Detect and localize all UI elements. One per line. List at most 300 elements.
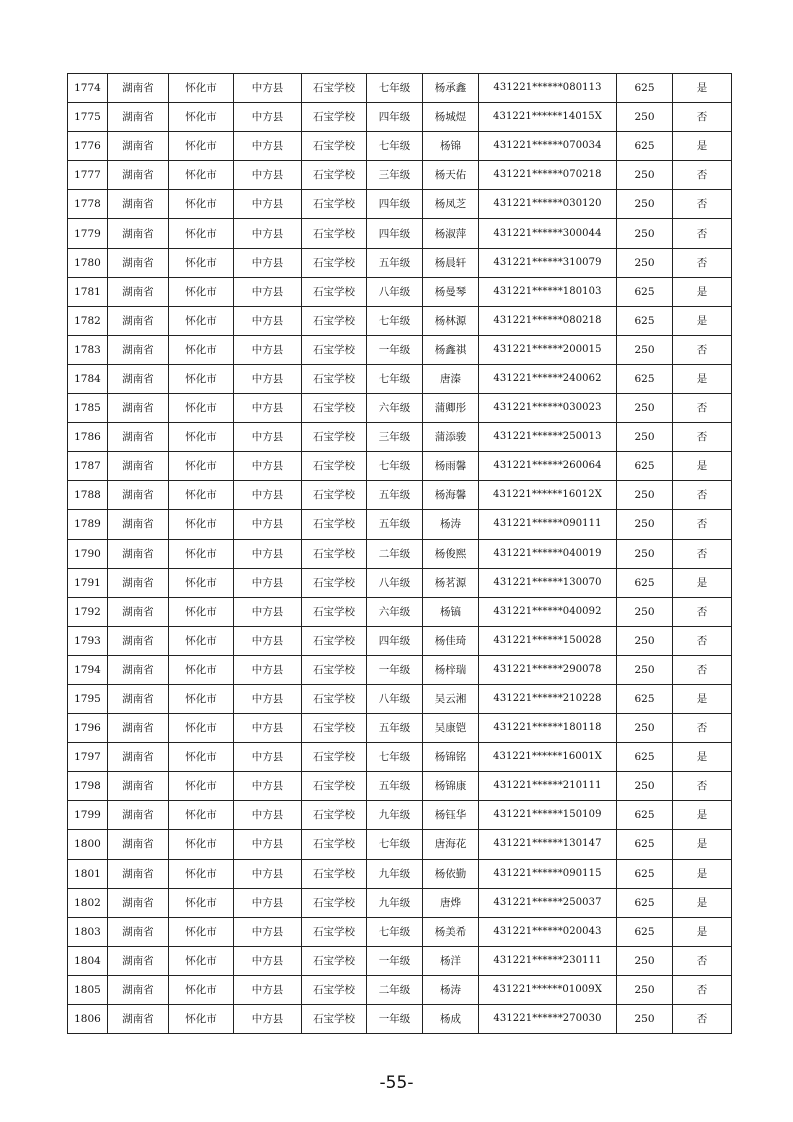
cell-student-name: 杨涛 xyxy=(423,975,479,1004)
cell-amount: 625 xyxy=(617,743,673,772)
cell-county: 中方县 xyxy=(234,859,302,888)
table-row xyxy=(68,772,732,801)
cell-county: 中方县 xyxy=(234,219,302,248)
cell-grade: 八年级 xyxy=(367,277,423,306)
cell-amount: 625 xyxy=(617,306,673,335)
cell-id-number: 431221******080113 xyxy=(479,74,617,103)
cell-city: 怀化市 xyxy=(169,859,234,888)
cell-province: 湖南省 xyxy=(108,975,169,1004)
cell-province: 湖南省 xyxy=(108,655,169,684)
cell-grade: 二年级 xyxy=(367,539,423,568)
cell-flag: 否 xyxy=(673,190,732,219)
cell-student-name: 杨林源 xyxy=(423,306,479,335)
cell-grade: 七年级 xyxy=(367,452,423,481)
cell-row-number: 1806 xyxy=(68,1005,108,1034)
cell-province: 湖南省 xyxy=(108,626,169,655)
cell-province: 湖南省 xyxy=(108,801,169,830)
cell-province: 湖南省 xyxy=(108,859,169,888)
cell-city: 怀化市 xyxy=(169,481,234,510)
cell-id-number: 431221******200015 xyxy=(479,335,617,364)
table-row xyxy=(68,248,732,277)
cell-school: 石宝学校 xyxy=(302,684,367,713)
cell-grade: 七年级 xyxy=(367,830,423,859)
cell-flag: 是 xyxy=(673,830,732,859)
cell-flag: 否 xyxy=(673,597,732,626)
cell-flag: 否 xyxy=(673,248,732,277)
cell-row-number: 1794 xyxy=(68,655,108,684)
cell-flag: 是 xyxy=(673,132,732,161)
cell-school: 石宝学校 xyxy=(302,1005,367,1034)
cell-school: 石宝学校 xyxy=(302,481,367,510)
cell-student-name: 杨锦康 xyxy=(423,772,479,801)
cell-amount: 250 xyxy=(617,161,673,190)
cell-county: 中方县 xyxy=(234,888,302,917)
cell-amount: 250 xyxy=(617,539,673,568)
cell-school: 石宝学校 xyxy=(302,423,367,452)
cell-grade: 九年级 xyxy=(367,888,423,917)
cell-flag: 是 xyxy=(673,277,732,306)
table-row xyxy=(68,888,732,917)
cell-amount: 625 xyxy=(617,917,673,946)
cell-row-number: 1802 xyxy=(68,888,108,917)
cell-county: 中方县 xyxy=(234,423,302,452)
cell-student-name: 杨淑萍 xyxy=(423,219,479,248)
cell-id-number: 431221******240062 xyxy=(479,364,617,393)
cell-city: 怀化市 xyxy=(169,539,234,568)
cell-city: 怀化市 xyxy=(169,684,234,713)
cell-grade: 九年级 xyxy=(367,801,423,830)
cell-amount: 625 xyxy=(617,830,673,859)
cell-county: 中方县 xyxy=(234,655,302,684)
cell-student-name: 唐烨 xyxy=(423,888,479,917)
page-number: -55- xyxy=(379,1073,414,1093)
cell-row-number: 1792 xyxy=(68,597,108,626)
cell-city: 怀化市 xyxy=(169,277,234,306)
cell-city: 怀化市 xyxy=(169,743,234,772)
table-row xyxy=(68,859,732,888)
cell-row-number: 1778 xyxy=(68,190,108,219)
cell-amount: 625 xyxy=(617,132,673,161)
cell-school: 石宝学校 xyxy=(302,394,367,423)
cell-county: 中方县 xyxy=(234,714,302,743)
cell-province: 湖南省 xyxy=(108,248,169,277)
table-row xyxy=(68,684,732,713)
cell-county: 中方县 xyxy=(234,743,302,772)
table-row xyxy=(68,103,732,132)
cell-student-name: 吴云湘 xyxy=(423,684,479,713)
cell-county: 中方县 xyxy=(234,364,302,393)
cell-flag: 否 xyxy=(673,335,732,364)
cell-row-number: 1784 xyxy=(68,364,108,393)
cell-province: 湖南省 xyxy=(108,103,169,132)
cell-row-number: 1796 xyxy=(68,714,108,743)
cell-county: 中方县 xyxy=(234,946,302,975)
cell-school: 石宝学校 xyxy=(302,626,367,655)
cell-city: 怀化市 xyxy=(169,103,234,132)
cell-school: 石宝学校 xyxy=(302,248,367,277)
cell-county: 中方县 xyxy=(234,394,302,423)
cell-flag: 否 xyxy=(673,946,732,975)
cell-school: 石宝学校 xyxy=(302,743,367,772)
cell-student-name: 杨涛 xyxy=(423,510,479,539)
cell-flag: 否 xyxy=(673,219,732,248)
cell-province: 湖南省 xyxy=(108,423,169,452)
cell-row-number: 1786 xyxy=(68,423,108,452)
cell-grade: 五年级 xyxy=(367,510,423,539)
cell-amount: 625 xyxy=(617,888,673,917)
cell-student-name: 杨钰华 xyxy=(423,801,479,830)
cell-school: 石宝学校 xyxy=(302,161,367,190)
cell-row-number: 1776 xyxy=(68,132,108,161)
cell-school: 石宝学校 xyxy=(302,510,367,539)
cell-school: 石宝学校 xyxy=(302,946,367,975)
cell-id-number: 431221******080218 xyxy=(479,306,617,335)
cell-id-number: 431221******030120 xyxy=(479,190,617,219)
cell-id-number: 431221******210228 xyxy=(479,684,617,713)
cell-grade: 八年级 xyxy=(367,568,423,597)
cell-grade: 五年级 xyxy=(367,481,423,510)
cell-city: 怀化市 xyxy=(169,1005,234,1034)
cell-city: 怀化市 xyxy=(169,597,234,626)
cell-flag: 是 xyxy=(673,684,732,713)
cell-row-number: 1797 xyxy=(68,743,108,772)
cell-flag: 否 xyxy=(673,772,732,801)
cell-student-name: 杨佳琦 xyxy=(423,626,479,655)
cell-row-number: 1782 xyxy=(68,306,108,335)
table-row xyxy=(68,510,732,539)
cell-school: 石宝学校 xyxy=(302,306,367,335)
cell-id-number: 431221******030023 xyxy=(479,394,617,423)
cell-grade: 八年级 xyxy=(367,684,423,713)
cell-county: 中方县 xyxy=(234,481,302,510)
cell-county: 中方县 xyxy=(234,597,302,626)
cell-id-number: 431221******040019 xyxy=(479,539,617,568)
roster-body xyxy=(68,74,732,1034)
table-row xyxy=(68,481,732,510)
cell-province: 湖南省 xyxy=(108,190,169,219)
cell-row-number: 1805 xyxy=(68,975,108,1004)
cell-county: 中方县 xyxy=(234,1005,302,1034)
cell-id-number: 431221******130070 xyxy=(479,568,617,597)
cell-flag: 是 xyxy=(673,917,732,946)
cell-amount: 250 xyxy=(617,481,673,510)
cell-county: 中方县 xyxy=(234,510,302,539)
cell-grade: 五年级 xyxy=(367,714,423,743)
cell-row-number: 1781 xyxy=(68,277,108,306)
cell-amount: 250 xyxy=(617,103,673,132)
cell-city: 怀化市 xyxy=(169,248,234,277)
cell-amount: 250 xyxy=(617,597,673,626)
cell-row-number: 1803 xyxy=(68,917,108,946)
cell-amount: 250 xyxy=(617,423,673,452)
cell-province: 湖南省 xyxy=(108,772,169,801)
cell-grade: 七年级 xyxy=(367,74,423,103)
cell-id-number: 431221******130147 xyxy=(479,830,617,859)
table-row xyxy=(68,655,732,684)
cell-amount: 250 xyxy=(617,975,673,1004)
cell-school: 石宝学校 xyxy=(302,714,367,743)
cell-id-number: 431221******020043 xyxy=(479,917,617,946)
cell-amount: 625 xyxy=(617,568,673,597)
cell-province: 湖南省 xyxy=(108,888,169,917)
cell-row-number: 1790 xyxy=(68,539,108,568)
cell-id-number: 431221******16012X xyxy=(479,481,617,510)
cell-flag: 否 xyxy=(673,975,732,1004)
cell-province: 湖南省 xyxy=(108,452,169,481)
cell-city: 怀化市 xyxy=(169,946,234,975)
cell-province: 湖南省 xyxy=(108,364,169,393)
cell-id-number: 431221******290078 xyxy=(479,655,617,684)
cell-grade: 一年级 xyxy=(367,335,423,364)
cell-province: 湖南省 xyxy=(108,74,169,103)
cell-city: 怀化市 xyxy=(169,74,234,103)
cell-student-name: 杨茗源 xyxy=(423,568,479,597)
cell-amount: 250 xyxy=(617,394,673,423)
cell-amount: 250 xyxy=(617,626,673,655)
cell-province: 湖南省 xyxy=(108,714,169,743)
cell-amount: 250 xyxy=(617,1005,673,1034)
cell-province: 湖南省 xyxy=(108,917,169,946)
cell-school: 石宝学校 xyxy=(302,859,367,888)
cell-student-name: 杨美希 xyxy=(423,917,479,946)
cell-county: 中方县 xyxy=(234,917,302,946)
cell-grade: 五年级 xyxy=(367,772,423,801)
cell-amount: 625 xyxy=(617,364,673,393)
cell-school: 石宝学校 xyxy=(302,103,367,132)
cell-flag: 否 xyxy=(673,626,732,655)
cell-county: 中方县 xyxy=(234,74,302,103)
cell-amount: 250 xyxy=(617,510,673,539)
cell-grade: 三年级 xyxy=(367,161,423,190)
cell-row-number: 1774 xyxy=(68,74,108,103)
cell-province: 湖南省 xyxy=(108,830,169,859)
cell-grade: 四年级 xyxy=(367,626,423,655)
cell-grade: 三年级 xyxy=(367,423,423,452)
cell-row-number: 1780 xyxy=(68,248,108,277)
cell-county: 中方县 xyxy=(234,772,302,801)
cell-school: 石宝学校 xyxy=(302,452,367,481)
cell-grade: 二年级 xyxy=(367,975,423,1004)
cell-school: 石宝学校 xyxy=(302,975,367,1004)
cell-flag: 否 xyxy=(673,1005,732,1034)
cell-school: 石宝学校 xyxy=(302,568,367,597)
cell-county: 中方县 xyxy=(234,132,302,161)
cell-flag: 否 xyxy=(673,394,732,423)
cell-amount: 250 xyxy=(617,219,673,248)
cell-flag: 否 xyxy=(673,714,732,743)
cell-city: 怀化市 xyxy=(169,830,234,859)
table-row xyxy=(68,74,732,103)
cell-school: 石宝学校 xyxy=(302,335,367,364)
cell-id-number: 431221******210111 xyxy=(479,772,617,801)
cell-city: 怀化市 xyxy=(169,452,234,481)
cell-city: 怀化市 xyxy=(169,655,234,684)
cell-school: 石宝学校 xyxy=(302,364,367,393)
cell-flag: 否 xyxy=(673,510,732,539)
cell-student-name: 杨洋 xyxy=(423,946,479,975)
cell-row-number: 1783 xyxy=(68,335,108,364)
cell-row-number: 1798 xyxy=(68,772,108,801)
cell-county: 中方县 xyxy=(234,568,302,597)
cell-city: 怀化市 xyxy=(169,423,234,452)
cell-grade: 一年级 xyxy=(367,655,423,684)
cell-flag: 是 xyxy=(673,364,732,393)
cell-row-number: 1791 xyxy=(68,568,108,597)
cell-province: 湖南省 xyxy=(108,568,169,597)
cell-flag: 是 xyxy=(673,306,732,335)
cell-county: 中方县 xyxy=(234,539,302,568)
cell-id-number: 431221******16001X xyxy=(479,743,617,772)
cell-student-name: 蒲卿彤 xyxy=(423,394,479,423)
cell-grade: 七年级 xyxy=(367,917,423,946)
cell-id-number: 431221******150028 xyxy=(479,626,617,655)
cell-grade: 七年级 xyxy=(367,306,423,335)
cell-amount: 625 xyxy=(617,277,673,306)
cell-grade: 一年级 xyxy=(367,946,423,975)
cell-city: 怀化市 xyxy=(169,394,234,423)
cell-province: 湖南省 xyxy=(108,1005,169,1034)
cell-amount: 250 xyxy=(617,714,673,743)
cell-student-name: 杨海馨 xyxy=(423,481,479,510)
cell-id-number: 431221******090115 xyxy=(479,859,617,888)
cell-school: 石宝学校 xyxy=(302,190,367,219)
cell-student-name: 杨成 xyxy=(423,1005,479,1034)
table-row xyxy=(68,306,732,335)
cell-school: 石宝学校 xyxy=(302,917,367,946)
cell-city: 怀化市 xyxy=(169,568,234,597)
cell-student-name: 杨锦铭 xyxy=(423,743,479,772)
cell-city: 怀化市 xyxy=(169,161,234,190)
cell-amount: 625 xyxy=(617,801,673,830)
cell-province: 湖南省 xyxy=(108,394,169,423)
cell-school: 石宝学校 xyxy=(302,219,367,248)
table-row xyxy=(68,335,732,364)
cell-id-number: 431221******180103 xyxy=(479,277,617,306)
cell-city: 怀化市 xyxy=(169,917,234,946)
cell-school: 石宝学校 xyxy=(302,655,367,684)
cell-province: 湖南省 xyxy=(108,219,169,248)
cell-flag: 否 xyxy=(673,539,732,568)
cell-student-name: 杨梓瑞 xyxy=(423,655,479,684)
cell-id-number: 431221******070218 xyxy=(479,161,617,190)
cell-id-number: 431221******070034 xyxy=(479,132,617,161)
cell-flag: 否 xyxy=(673,161,732,190)
cell-flag: 否 xyxy=(673,103,732,132)
cell-row-number: 1775 xyxy=(68,103,108,132)
cell-county: 中方县 xyxy=(234,830,302,859)
table-row xyxy=(68,190,732,219)
cell-row-number: 1779 xyxy=(68,219,108,248)
cell-province: 湖南省 xyxy=(108,743,169,772)
cell-province: 湖南省 xyxy=(108,132,169,161)
cell-flag: 是 xyxy=(673,888,732,917)
cell-row-number: 1777 xyxy=(68,161,108,190)
table-row xyxy=(68,917,732,946)
cell-row-number: 1788 xyxy=(68,481,108,510)
cell-grade: 九年级 xyxy=(367,859,423,888)
table-row xyxy=(68,423,732,452)
cell-flag: 否 xyxy=(673,423,732,452)
table-row xyxy=(68,394,732,423)
cell-city: 怀化市 xyxy=(169,772,234,801)
cell-school: 石宝学校 xyxy=(302,888,367,917)
table-row xyxy=(68,364,732,393)
cell-id-number: 431221******270030 xyxy=(479,1005,617,1034)
cell-city: 怀化市 xyxy=(169,801,234,830)
cell-student-name: 杨天佑 xyxy=(423,161,479,190)
table-row xyxy=(68,539,732,568)
cell-county: 中方县 xyxy=(234,103,302,132)
table-row xyxy=(68,1005,732,1034)
cell-student-name: 唐海花 xyxy=(423,830,479,859)
cell-city: 怀化市 xyxy=(169,219,234,248)
cell-id-number: 431221******300044 xyxy=(479,219,617,248)
cell-student-name: 杨依勤 xyxy=(423,859,479,888)
cell-student-name: 唐溱 xyxy=(423,364,479,393)
cell-row-number: 1804 xyxy=(68,946,108,975)
cell-id-number: 431221******180118 xyxy=(479,714,617,743)
table-row xyxy=(68,161,732,190)
cell-row-number: 1799 xyxy=(68,801,108,830)
cell-id-number: 431221******150109 xyxy=(479,801,617,830)
cell-id-number: 431221******230111 xyxy=(479,946,617,975)
cell-school: 石宝学校 xyxy=(302,830,367,859)
cell-county: 中方县 xyxy=(234,277,302,306)
cell-county: 中方县 xyxy=(234,626,302,655)
cell-school: 石宝学校 xyxy=(302,277,367,306)
cell-amount: 250 xyxy=(617,248,673,277)
cell-flag: 是 xyxy=(673,801,732,830)
cell-student-name: 杨晨轩 xyxy=(423,248,479,277)
cell-student-name: 杨锦 xyxy=(423,132,479,161)
cell-county: 中方县 xyxy=(234,306,302,335)
table-row xyxy=(68,597,732,626)
cell-student-name: 蒲添骏 xyxy=(423,423,479,452)
cell-flag: 是 xyxy=(673,859,732,888)
cell-student-name: 杨城煜 xyxy=(423,103,479,132)
table-row xyxy=(68,946,732,975)
table-row xyxy=(68,975,732,1004)
cell-student-name: 杨曼琴 xyxy=(423,277,479,306)
cell-province: 湖南省 xyxy=(108,161,169,190)
cell-id-number: 431221******250013 xyxy=(479,423,617,452)
cell-student-name: 杨雨馨 xyxy=(423,452,479,481)
cell-province: 湖南省 xyxy=(108,510,169,539)
cell-student-name: 杨鑫祺 xyxy=(423,335,479,364)
cell-province: 湖南省 xyxy=(108,539,169,568)
cell-flag: 是 xyxy=(673,743,732,772)
cell-flag: 否 xyxy=(673,655,732,684)
cell-row-number: 1789 xyxy=(68,510,108,539)
cell-id-number: 431221******310079 xyxy=(479,248,617,277)
cell-flag: 是 xyxy=(673,74,732,103)
table-row xyxy=(68,801,732,830)
table-row xyxy=(68,626,732,655)
cell-row-number: 1800 xyxy=(68,830,108,859)
cell-province: 湖南省 xyxy=(108,335,169,364)
cell-county: 中方县 xyxy=(234,684,302,713)
cell-amount: 250 xyxy=(617,190,673,219)
cell-id-number: 431221******01009X xyxy=(479,975,617,1004)
cell-school: 石宝学校 xyxy=(302,801,367,830)
cell-province: 湖南省 xyxy=(108,946,169,975)
cell-school: 石宝学校 xyxy=(302,539,367,568)
cell-grade: 五年级 xyxy=(367,248,423,277)
cell-province: 湖南省 xyxy=(108,277,169,306)
cell-id-number: 431221******040092 xyxy=(479,597,617,626)
cell-province: 湖南省 xyxy=(108,684,169,713)
cell-amount: 625 xyxy=(617,859,673,888)
